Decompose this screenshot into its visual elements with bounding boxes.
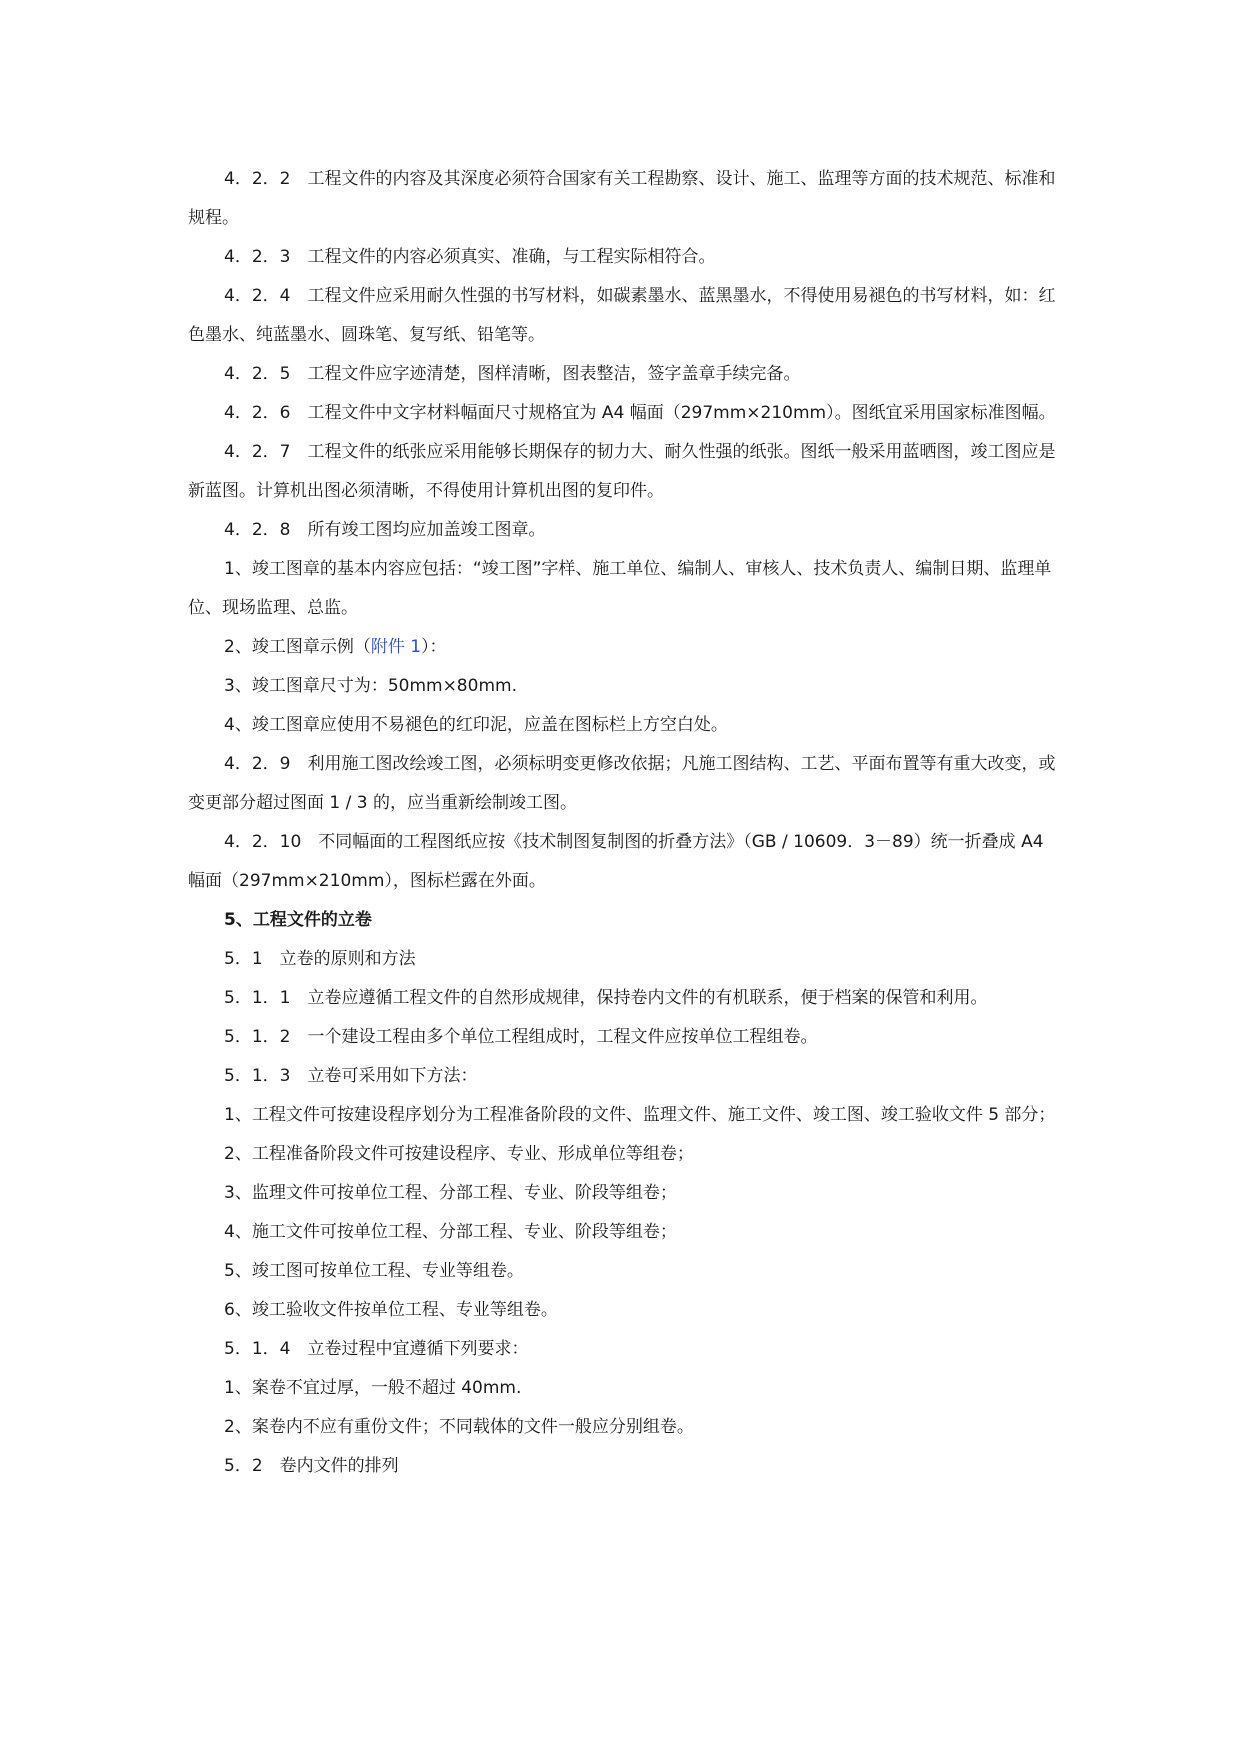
paragraph: 3、监理文件可按单位工程、分部工程、专业、阶段等组卷； bbox=[224, 1183, 677, 1203]
paragraph: 4．2．3 工程文件的内容必须真实、准确，与工程实际相符合。 bbox=[224, 247, 716, 267]
paragraph: 1、工程文件可按建设程序划分为工程准备阶段的文件、监理文件、施工文件、竣工图、竣工验收文件 5 部分； bbox=[224, 1105, 1056, 1125]
attachment-link[interactable]: 附件 1 bbox=[370, 637, 422, 657]
paragraph: 4．2．10 不同幅面的工程图纸应按《技术制图复制图的折叠方法》（GB / 10609．3－89）统一折叠成 A4 幅面（297mm×210mm），图标栏露在外面。 bbox=[188, 832, 1044, 891]
paragraph: 1、竣工图章的基本内容应包括：“竣工图”字样、施工单位、编制人、审核人、技术负责人、编制日期、监理单位、现场监理、总监。 bbox=[188, 559, 1052, 618]
paragraph: 2、案卷内不应有重份文件；不同载体的文件一般应分别组卷。 bbox=[224, 1417, 694, 1437]
section-heading: 5、工程文件的立卷 bbox=[224, 910, 372, 930]
document-page bbox=[188, 160, 1058, 1486]
paragraph: 6、竣工验收文件按单位工程、专业等组卷。 bbox=[224, 1300, 558, 1320]
paragraph: 4．2．9 利用施工图改绘竣工图，必须标明变更修改依据；凡施工图结构、工艺、平面布置等有重大改变，或变更部分超过图面 1 / 3 的，应当重新绘制竣工图。 bbox=[188, 754, 1056, 813]
paragraph: 4．2．2 工程文件的内容及其深度必须符合国家有关工程勘察、设计、施工、监理等方面的技术规范、标准和规程。 bbox=[188, 169, 1056, 228]
paragraph: 5．1．3 立卷可采用如下方法： bbox=[224, 1066, 478, 1086]
paragraph: 5．1 立卷的原则和方法 bbox=[224, 949, 416, 969]
paragraph: 5．1．4 立卷过程中宜遵循下列要求： bbox=[224, 1339, 529, 1359]
paragraph: 5．1．1 立卷应遵循工程文件的自然形成规律，保持卷内文件的有机联系，便于档案的保管和利用。 bbox=[224, 988, 988, 1008]
paragraph: 4．2．6 工程文件中文字材料幅面尺寸规格宜为 A4 幅面（297mm×210mm）。图纸宜采用国家标准图幅。 bbox=[224, 403, 1056, 423]
paragraph-text-after: ）： bbox=[421, 637, 447, 657]
paragraph: 5．1．2 一个建设工程由多个单位工程组成时，工程文件应按单位工程组卷。 bbox=[224, 1027, 818, 1047]
paragraph: 4．2．7 工程文件的纸张应采用能够长期保存的韧力大、耐久性强的纸张。图纸一般采用蓝晒图，竣工图应是新蓝图。计算机出图必须清晰，不得使用计算机出图的复印件。 bbox=[188, 442, 1056, 501]
paragraph: 4．2．5 工程文件应字迹清楚，图样清晰，图表整洁，签字盖章手续完备。 bbox=[224, 364, 801, 384]
paragraph: 5．2 卷内文件的排列 bbox=[224, 1456, 399, 1476]
paragraph: 4．2．4 工程文件应采用耐久性强的书写材料，如碳素墨水、蓝黑墨水，不得使用易褪色的书写材料，如：红色墨水、纯蓝墨水、圆珠笔、复写纸、铅笔等。 bbox=[188, 286, 1056, 345]
paragraph: 4．2．8 所有竣工图均应加盖竣工图章。 bbox=[224, 520, 546, 540]
paragraph: 4、施工文件可按单位工程、分部工程、专业、阶段等组卷； bbox=[224, 1222, 677, 1242]
paragraph-with-link bbox=[188, 628, 1058, 667]
paragraph: 5、竣工图可按单位工程、专业等组卷。 bbox=[224, 1261, 524, 1281]
paragraph: 1、案卷不宜过厚，一般不超过 40mm. bbox=[224, 1378, 522, 1398]
paragraph: 3、竣工图章尺寸为：50mm×80mm. bbox=[224, 676, 517, 696]
paragraph: 2、工程准备阶段文件可按建设程序、专业、形成单位等组卷； bbox=[224, 1144, 694, 1164]
paragraph: 4、竣工图章应使用不易褪色的红印泥，应盖在图标栏上方空白处。 bbox=[224, 715, 728, 735]
paragraph-text: 2、竣工图章示例（ bbox=[224, 637, 371, 657]
